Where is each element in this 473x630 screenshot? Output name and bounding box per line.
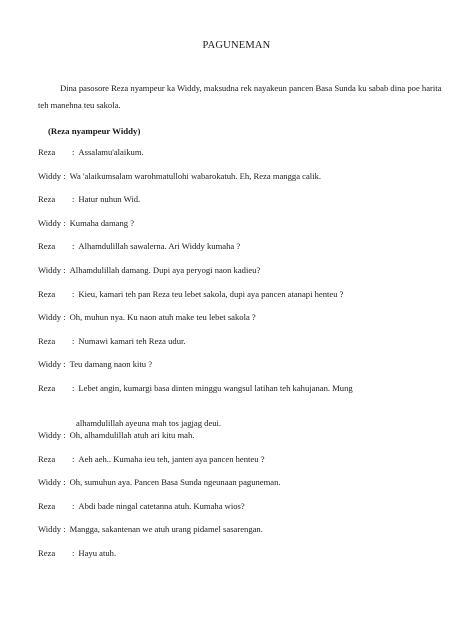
speaker-name: Reza — [38, 147, 56, 157]
speaker-name: Reza — [38, 547, 56, 558]
dialog-line: Widdy : Alhamdulillah damang. Dupi aya peryogi naon kadieu? — [38, 265, 458, 289]
speaker-name: Widdy — [38, 359, 62, 370]
dialog-line: Reza : Aeh aeh.. Kumaha ieu teh, janten aya pancen henteu ? — [38, 454, 458, 478]
speaker-name: Reza — [38, 500, 56, 511]
dialog-line: Widdy : Oh, sumuhun aya. Pancen Basa Sunda ngeunaan paguneman. — [38, 477, 458, 501]
document-title: PAGUNEMAN — [202, 40, 271, 51]
speaker-name: Widdy — [38, 429, 62, 440]
speaker-name: Reza — [38, 288, 56, 299]
speaker-name: Widdy — [38, 477, 62, 488]
dialog-line: Reza : Lebet angin, kumargi basa dinten minggu wangsul latihan teh kahujanan. Mung — [38, 383, 458, 430]
speaker-name: Reza — [38, 453, 56, 464]
dialog-text: Kieu, kamari teh pan Reza teu lebet sakola, dupi aya pancen atanapi henteu ? — [78, 288, 344, 299]
dialog-line: Widdy : Oh, alhamdulillah atuh ari kitu mah. — [38, 430, 458, 454]
dialog-text: Teu damang naon kitu ? — [69, 359, 153, 370]
dialog-text: Abdi bade ningal catetanna atuh. Kumaha wios? — [78, 500, 245, 511]
intro-paragraph: Dina pasosore Reza nyampeur ka Widdy, maksudna rek nayakeun pancen Basa Sunda ku sabab dina poe harita teh manehna teu sakola. — [38, 83, 442, 110]
dialog-line: Widdy : Teu damang naon kitu ? — [38, 359, 458, 383]
dialog-text: Mangga, sakantenan we atuh urang pidamel sasarengan. — [69, 524, 263, 535]
speaker-name: Widdy — [38, 312, 62, 323]
dialog-text: Oh, alhamdulillah atuh ari kitu mah. — [69, 429, 195, 440]
dialog-line: Widdy : Wa 'alaikumsalam warohmatullohi wabarokatuh. Eh, Reza mangga calik. — [38, 171, 458, 195]
scene-heading: (Reza nyampeur Widdy) — [48, 126, 141, 136]
dialog-line: Reza : Abdi bade ningal catetanna atuh. Kumaha wios? — [38, 501, 458, 525]
dialog-line: Reza : Numawi kamari teh Reza udur. — [38, 336, 458, 360]
speaker-name: Widdy — [38, 170, 62, 181]
dialog-text: Oh, sumuhun aya. Pancen Basa Sunda ngeunaan paguneman. — [69, 477, 281, 488]
dialog-text: Assalamu'alaikum. — [78, 147, 144, 157]
dialog-line: Widdy : Oh, muhun nya. Ku naon atuh make teu lebet sakola ? — [38, 312, 458, 336]
speaker-name: Widdy — [38, 264, 62, 275]
dialog-line: Widdy : Kumaha damang ? — [38, 218, 458, 242]
dialog-continuation: alhamdulillah ayeuna mah tos jagjag deui. — [76, 418, 222, 428]
dialog-line: Reza : Hatur nuhun Wid. — [38, 194, 458, 218]
dialog-text: Hayu atuh. — [78, 547, 117, 558]
dialog-text: Hatur nuhun Wid. — [78, 194, 141, 205]
speaker-name: Reza — [38, 194, 56, 205]
dialog-text: Aeh aeh.. Kumaha ieu teh, janten aya pancen henteu ? — [78, 453, 265, 464]
dialog-line: Reza : Alhamdulillah sawalerna. Ari Widdy kumaha ? — [38, 241, 458, 265]
dialog-text: Lebet angin, kumargi basa dinten minggu wangsul latihan teh kahujanan. Mung — [78, 382, 353, 393]
dialog-text: Numawi kamari teh Reza udur. — [78, 335, 186, 346]
dialog-block — [38, 147, 458, 572]
dialog-text: Kumaha damang ? — [69, 217, 135, 228]
speaker-name: Reza — [38, 335, 56, 346]
dialog-text: Alhamdulillah damang. Dupi aya peryogi naon kadieu? — [69, 264, 261, 275]
dialog-line: Reza : Hayu atuh. — [38, 548, 458, 572]
speaker-name: Widdy — [38, 217, 62, 228]
dialog-text: Oh, muhun nya. Ku naon atuh make teu lebet sakola ? — [69, 312, 256, 323]
speaker-name: Reza — [38, 382, 56, 393]
dialog-text: Alhamdulillah sawalerna. Ari Widdy kumaha ? — [78, 241, 241, 252]
speaker-name: Reza — [38, 241, 56, 252]
dialog-line: Widdy : Mangga, sakantenan we atuh urang pidamel sasarengan. — [38, 524, 458, 548]
dialog-line: Reza : Kieu, kamari teh pan Reza teu lebet sakola, dupi aya pancen atanapi henteu ? — [38, 289, 458, 313]
dialog-line: Reza : Assalamu'alaikum. — [38, 147, 458, 171]
dialog-text: Wa 'alaikumsalam warohmatullohi wabarokatuh. Eh, Reza mangga calik. — [69, 170, 322, 181]
speaker-name: Widdy — [38, 524, 62, 535]
